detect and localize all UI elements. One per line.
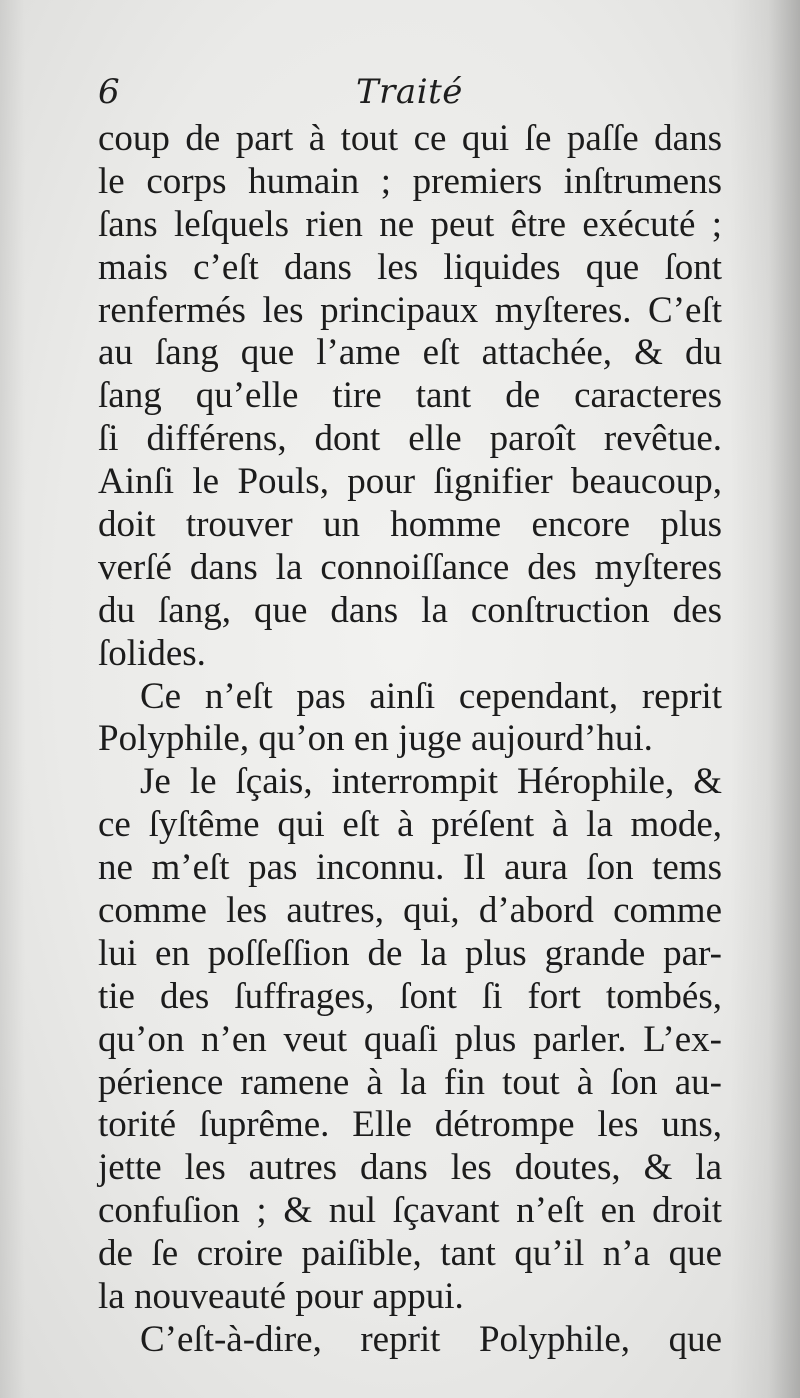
text-line: lui en poſſeſſion de la plus grande par- xyxy=(98,932,722,974)
text-line: au ſang que l’ame eſt attachée, & du xyxy=(98,332,722,374)
text-line: confuſion ; & nul ſçavant n’eſt en droit xyxy=(98,1190,722,1232)
text-line: ce ſyſtême qui eſt à préſent à la mode, xyxy=(98,804,722,846)
paragraph-start-line: Ce n’eſt pas ainſi cependant, reprit xyxy=(140,675,722,717)
running-head xyxy=(98,72,720,122)
paragraph-end-line: la nouveauté pour appui. xyxy=(98,1276,464,1318)
text-line: ſang qu’elle tire tant de caracteres xyxy=(98,375,722,417)
paragraph-end-line: Polyphile, qu’on en juge aujourd’hui. xyxy=(98,718,653,760)
text-line: verſé dans la connoiſſance des myſteres xyxy=(98,546,722,588)
text-line: périence ramene à la fin tout à ſon au- xyxy=(98,1061,722,1103)
text-line: mais c’eſt dans les liquides que ſont xyxy=(98,246,722,288)
gutter-shadow xyxy=(0,0,25,1398)
text-line: du ſang, que dans la conſtruction des xyxy=(98,589,722,631)
text-line: ſi différens, dont elle paroît revêtue. xyxy=(98,418,722,460)
text-line: tie des ſuffrages, ſont ſi fort tombés, xyxy=(98,975,722,1017)
text-line: le corps humain ; premiers inſtrumens xyxy=(98,160,722,202)
text-line: ſans leſquels rien ne peut être exécuté ; xyxy=(98,203,722,245)
text-line: qu’on n’en veut quaſi plus parler. L’ex- xyxy=(98,1018,722,1060)
text-line: comme les autres, qui, d’abord comme xyxy=(98,890,722,932)
text-line: torité ſuprême. Elle détrompe les uns, xyxy=(98,1104,722,1146)
paragraph-start-line: C’eſt-à-dire, reprit Polyphile, que xyxy=(140,1318,722,1360)
text-line: de ſe croire paiſible, tant qu’il n’a que xyxy=(98,1233,722,1275)
page-number: 6 xyxy=(98,72,120,112)
text-line: ne m’eſt pas inconnu. Il aura ſon tems xyxy=(98,847,722,889)
body-text xyxy=(98,118,722,1362)
paragraph-start-line: Je le ſçais, interrompit Hérophile, & xyxy=(140,761,722,803)
running-title: Traité xyxy=(356,72,463,112)
paragraph-end-line: ſolides. xyxy=(98,632,206,674)
text-line: doit trouver un homme encore plus xyxy=(98,504,722,546)
text-line: jette les autres dans les doutes, & la xyxy=(98,1147,722,1189)
text-line: coup de part à tout ce qui ſe paſſe dans xyxy=(98,118,722,159)
text-line: renfermés les principaux myſteres. C’eſt xyxy=(98,289,722,331)
page-edge-shadow xyxy=(730,0,800,1398)
text-line: Ainſi le Pouls, pour ſignifier beaucoup, xyxy=(98,461,722,503)
